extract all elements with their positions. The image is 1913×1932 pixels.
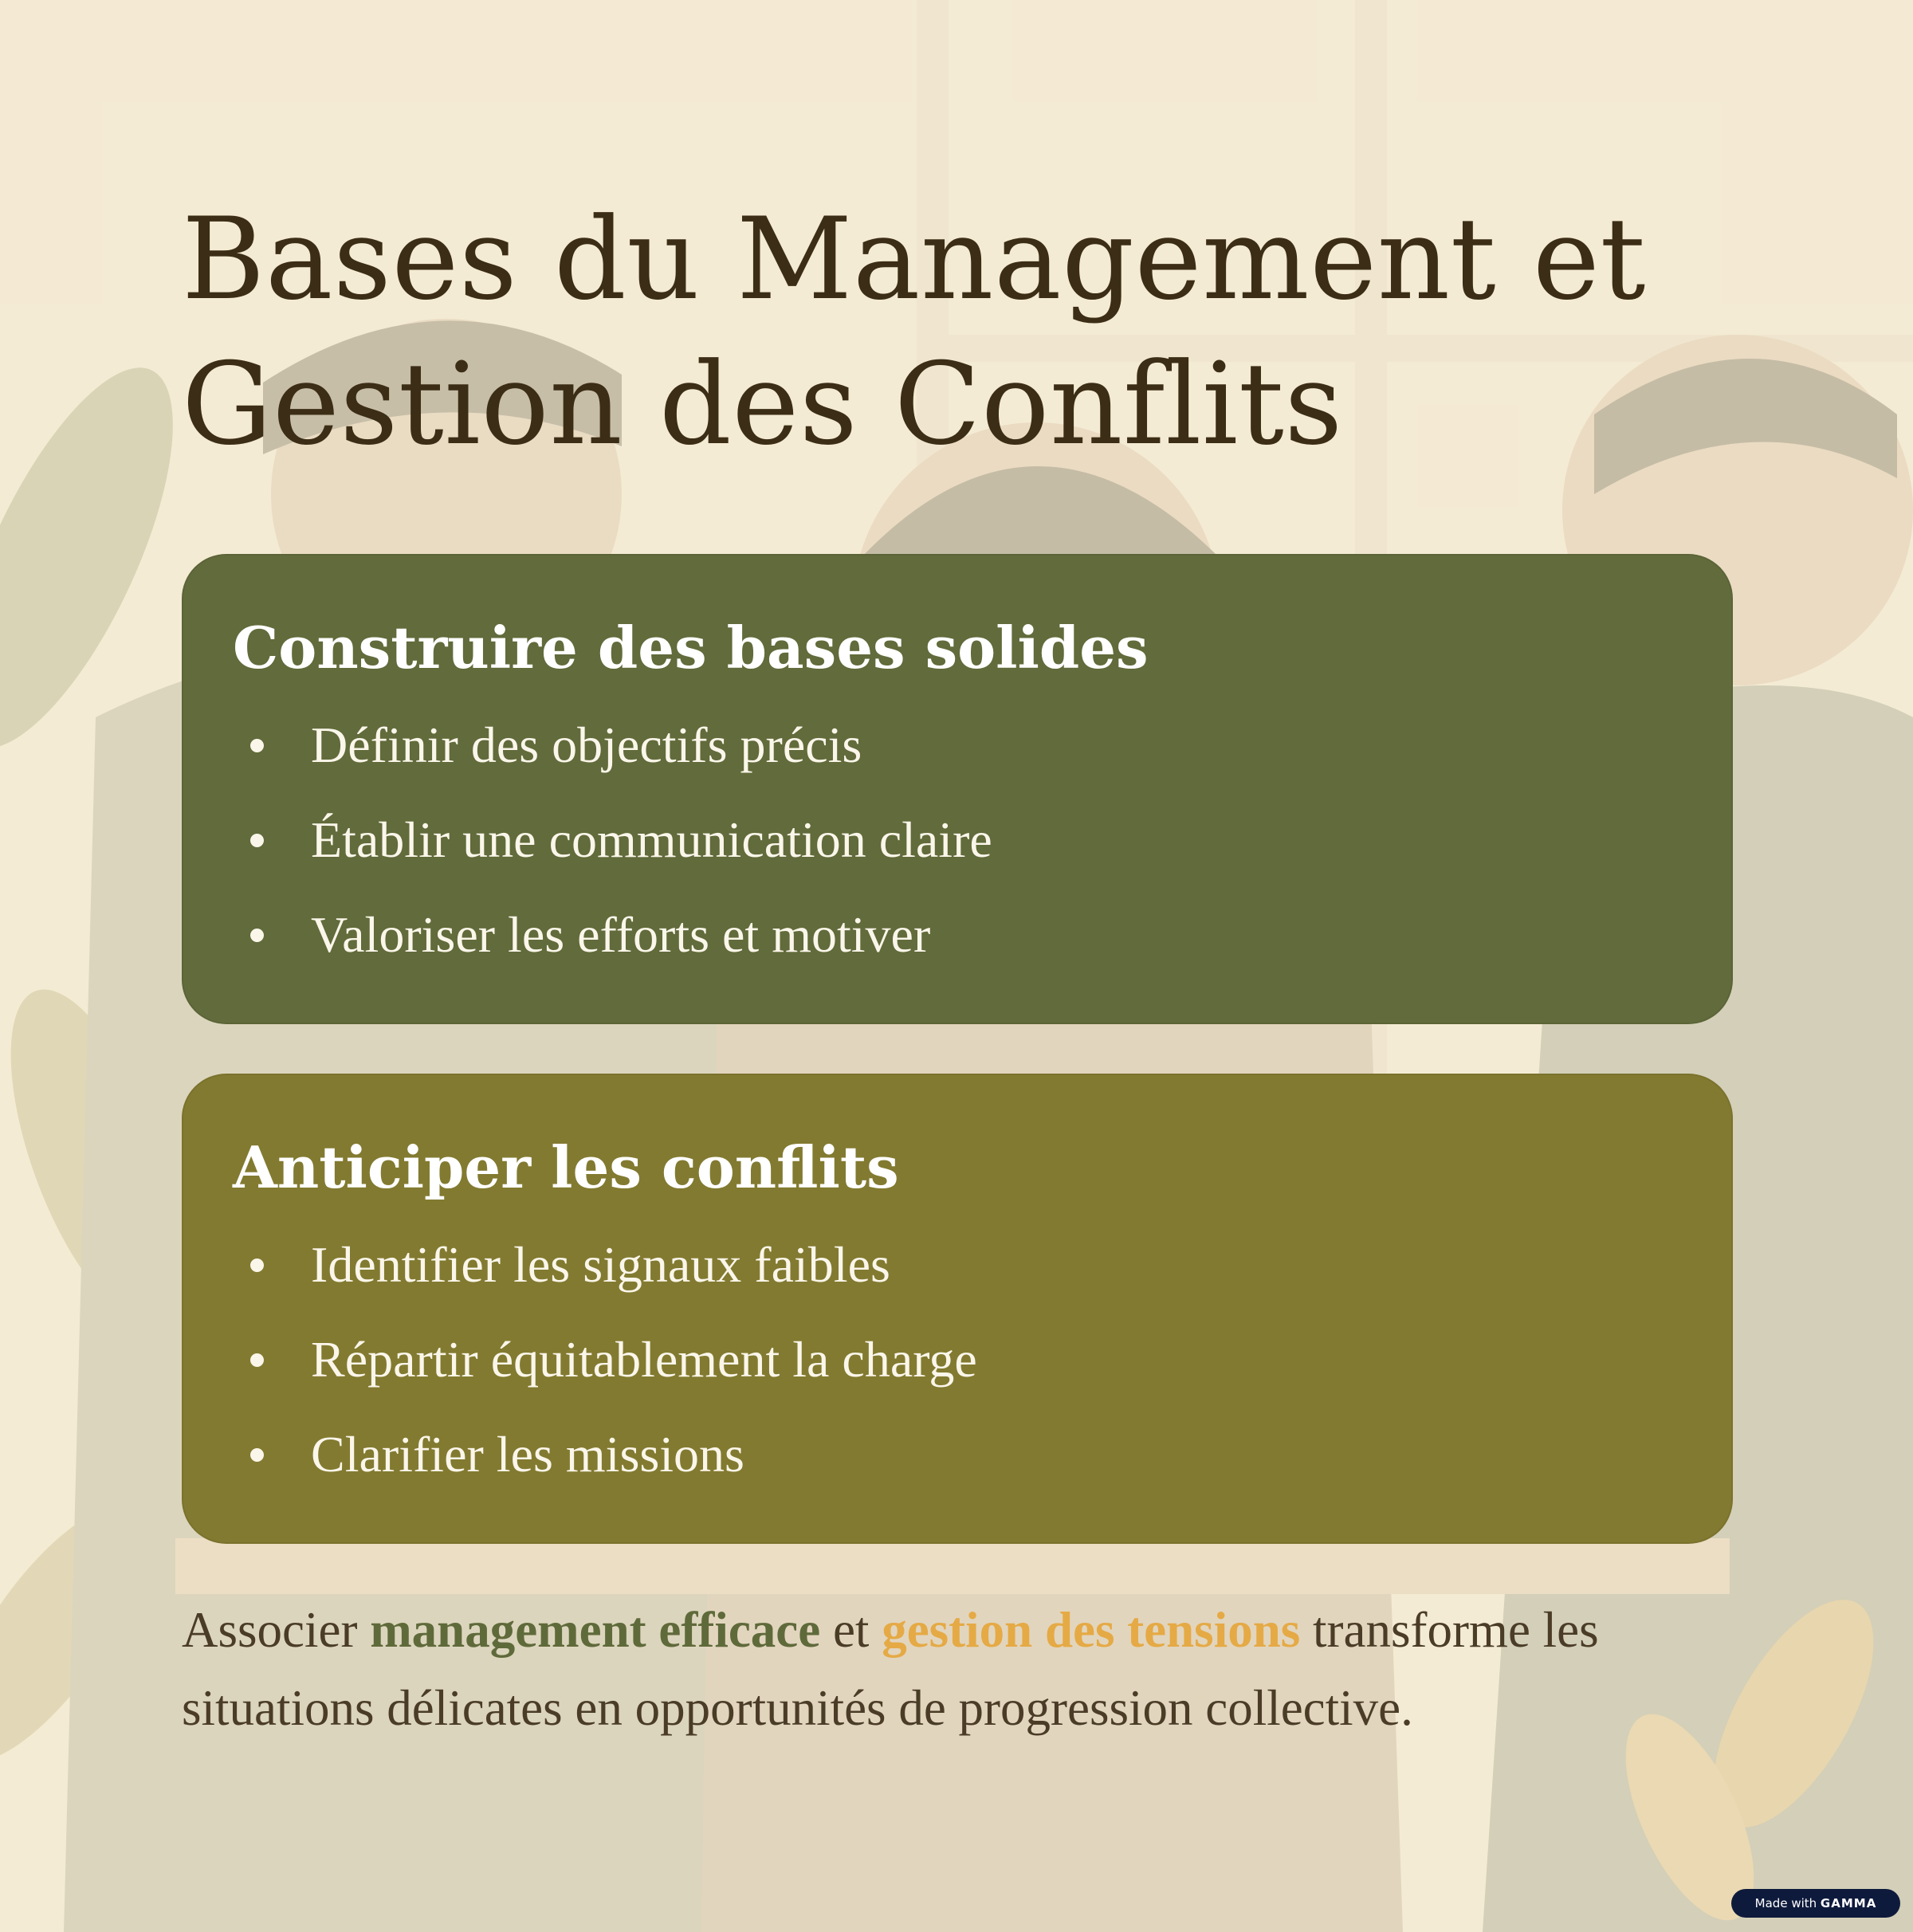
bullet-icon <box>250 1448 264 1462</box>
list-item: Définir des objectifs précis <box>233 697 1682 792</box>
highlight-management: management efficace <box>370 1602 821 1658</box>
card-heading: Construire des bases solides <box>233 614 1149 681</box>
list-item: Identifier les signaux faibles <box>233 1217 1682 1312</box>
bullet-icon <box>250 834 264 847</box>
list-item: Répartir équitablement la charge <box>233 1312 1682 1407</box>
bullet-list <box>233 697 1682 982</box>
card-build-foundations <box>182 554 1733 1024</box>
list-item: Établir une communication claire <box>233 792 1682 887</box>
made-with-gamma-badge[interactable]: Made with GAMMA <box>1731 1889 1900 1918</box>
list-item: Clarifier les missions <box>233 1407 1682 1502</box>
highlight-tensions: gestion des tensions <box>882 1602 1301 1658</box>
card-heading: Anticiper les conflits <box>233 1133 899 1201</box>
bullet-list <box>233 1217 1682 1502</box>
bullet-icon <box>250 1259 264 1272</box>
card-anticipate-conflicts <box>182 1074 1733 1544</box>
page-title: Bases du Management et Gestion des Conflits <box>182 194 1646 470</box>
bullet-icon <box>250 739 264 752</box>
bullet-icon <box>250 929 264 942</box>
gamma-logo: GAMMA <box>1820 1896 1877 1910</box>
bullet-icon <box>250 1353 264 1367</box>
list-item: Valoriser les efforts et motiver <box>233 887 1682 982</box>
summary-paragraph: Associer management efficace et gestion des tensions transforme les situations délicates en opportunités de progression collective. <box>182 1602 1599 1736</box>
